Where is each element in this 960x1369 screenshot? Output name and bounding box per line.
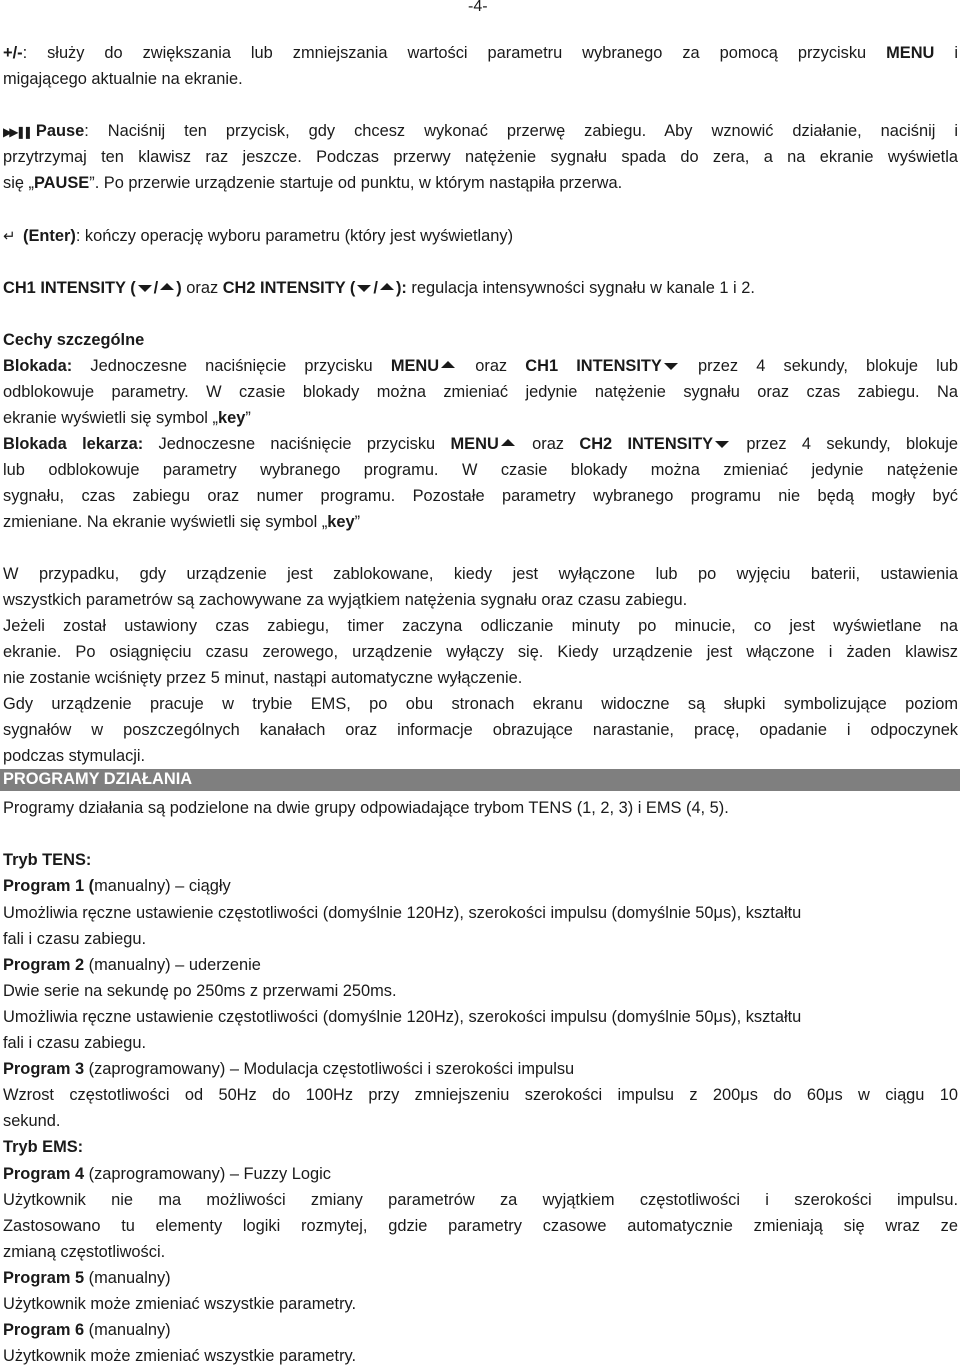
doctor-lock-text: Jednoczesne naciśnięcie przycisku bbox=[143, 435, 451, 453]
program-6-desc: (manualny) bbox=[84, 1321, 171, 1339]
plus-minus-line-2: migającego aktualnie na ekranie. bbox=[3, 70, 243, 88]
arrow-up-icon bbox=[441, 361, 455, 368]
arrow-down-icon bbox=[357, 285, 371, 292]
program-1-title bbox=[3, 876, 958, 896]
lock-line-3 bbox=[3, 408, 958, 428]
program-3-label: Program 3 bbox=[3, 1060, 85, 1078]
plus-minus-label: +/- bbox=[3, 44, 23, 62]
arrow-down-icon bbox=[664, 363, 678, 370]
program-4-line-1: Użytkownik nie ma możliwości zmiany parametrów za wyjątkiem częstotliwości i szerokości impulsu. bbox=[3, 1191, 958, 1209]
menu-label: MENU bbox=[450, 435, 499, 453]
program-4-line-3: zmianą częstotliwości. bbox=[3, 1243, 166, 1261]
program-3-line-1: Wzrost częstotliwości od 50Hz do 100Hz przy zmniejszeniu szerokości impulsu z 200μs do 60μs w ciągu 10 bbox=[3, 1086, 958, 1104]
program-2-label: Program 2 bbox=[3, 956, 85, 974]
program-1-line-1: Umożliwia ręczne ustawienie częstotliwości (domyślnie 120Hz), szerokości impulsu (domyślnie 50μs), kształtu bbox=[3, 904, 802, 922]
ch1-intensity-label: CH1 INTENSITY bbox=[525, 357, 662, 375]
arrow-down-icon bbox=[138, 285, 152, 292]
program-5-desc: (manualny) bbox=[84, 1269, 171, 1287]
paren-close: ) bbox=[176, 279, 182, 297]
oraz-text: oraz bbox=[181, 279, 223, 297]
program-4-label: Program 4 bbox=[3, 1165, 85, 1183]
menu-label: MENU bbox=[886, 44, 935, 62]
doctor-lock-line-2: lub odblokowuje parametry wybranego programu. W czasie blokady można zmieniać jedynie natężenie bbox=[3, 461, 958, 479]
doctor-lock-label: Blokada lekarza: bbox=[3, 435, 144, 453]
pause-text: : Naciśnij ten przycisk, gdy chcesz wykonać przerwę zabiegu. Aby wznowić działanie, naciśnij i bbox=[84, 122, 958, 140]
doctor-lock-text-post: ” bbox=[354, 513, 361, 531]
program-3-desc: (zaprogramowany) – Modulacja częstotliwości i szerokości impulsu bbox=[84, 1060, 575, 1078]
program-4-title bbox=[3, 1164, 958, 1184]
enter-line bbox=[3, 226, 958, 247]
pause-line-2: przytrzymaj ten klawisz raz jeszcze. Podczas przerwy natężenie sygnału spada do zera, a na ekranie wyświetla bbox=[3, 148, 958, 166]
lock-line-2: odblokowuje parametry. W czasie blokady można zmieniać jedynie natężenie sygnału oraz czas zabiegu. Na bbox=[3, 383, 958, 401]
oraz-text: oraz bbox=[516, 435, 580, 453]
paren-close-colon: ): bbox=[395, 279, 407, 297]
program-1-line-2: fali i czasu zabiegu. bbox=[3, 930, 147, 948]
plus-minus-text-end: i bbox=[934, 44, 958, 62]
program-5-line-1: Użytkownik może zmieniać wszystkie parametry. bbox=[3, 1295, 357, 1313]
body-p1-line-1: W przypadku, gdy urządzenie jest zablokowane, kiedy jest wyłączone lub po wyjęciu baterii, ustawienia bbox=[3, 565, 958, 583]
program-5-title bbox=[3, 1268, 958, 1288]
pause-line-3 bbox=[3, 173, 958, 193]
pause-text-post: ”. Po przerwie urządzenie startuje od punktu, w którym nastąpiła przerwa. bbox=[89, 174, 623, 192]
lock-line-1 bbox=[3, 356, 958, 376]
lock-text-pre: ekranie wyświetli się symbol „ bbox=[3, 409, 218, 427]
enter-text: : kończy operację wyboru parametru (który jest wyświetlany) bbox=[75, 227, 514, 245]
key-word: key bbox=[327, 513, 355, 531]
program-3-title bbox=[3, 1059, 958, 1079]
program-2-line-1: Dwie serie na sekundę po 250ms z przerwami 250ms. bbox=[3, 982, 397, 1000]
arrow-up-icon bbox=[380, 283, 394, 290]
arrow-up-icon bbox=[501, 439, 515, 446]
arrow-down-icon bbox=[715, 441, 729, 448]
program-5-label: Program 5 bbox=[3, 1269, 85, 1287]
plus-minus-text: : służy do zwiększania lub zmniejszania wartości parametru wybranego za pomocą przycisku bbox=[22, 44, 887, 62]
doctor-lock-line-4 bbox=[3, 512, 958, 532]
pause-text-pre: się „ bbox=[3, 174, 34, 192]
pause-label: Pause bbox=[35, 122, 85, 140]
menu-label: MENU bbox=[390, 357, 440, 375]
program-2-title bbox=[3, 955, 958, 975]
ch2-intensity-label: CH2 INTENSITY bbox=[579, 435, 714, 453]
oraz-text: oraz bbox=[457, 357, 526, 375]
ch2-intensity-label: CH2 INTENSITY ( bbox=[222, 279, 356, 297]
ch1-intensity-label: CH1 INTENSITY ( bbox=[3, 279, 136, 297]
program-6-label: Program 6 bbox=[3, 1321, 85, 1339]
body-p2-line-2: ekranie. Po osiągnięciu czasu zerowego, urządzenie wyłączy się. Kiedy urządzenie jest włączone i żaden klawisz bbox=[3, 643, 958, 661]
body-p1-line-2: wszystkich parametrów są zachowywane za wyjątkiem natężenia sygnału oraz czasu zabiegu. bbox=[3, 591, 688, 609]
slash: / bbox=[153, 279, 159, 297]
lock-text: Jednoczesne naciśnięcie przycisku bbox=[72, 357, 391, 375]
plus-minus-line-1 bbox=[3, 43, 958, 63]
program-1-desc: manualny) – ciągły bbox=[94, 877, 231, 895]
doctor-lock-text-pre: zmieniane. Na ekranie wyświetli się symbol „ bbox=[3, 513, 328, 531]
body-p2-line-3: nie zostanie wciśnięty przez 5 minut, nastąpi automatyczne wyłączenie. bbox=[3, 669, 523, 687]
pause-line-1 bbox=[3, 121, 958, 142]
intensity-text: regulacja intensywności sygnału w kanale 1 i 2. bbox=[406, 279, 755, 297]
lock-text-post: ” bbox=[245, 409, 251, 427]
body-p3-line-1: Gdy urządzenie pracuje w trybie EMS, po obu stronach ekranu widoczne są słupki symbolizujące poziom bbox=[3, 695, 958, 713]
enter-label: (Enter) bbox=[23, 227, 76, 245]
doctor-lock-line-3: sygnału, czas zabiegu oraz numer programu. Pozostałe parametry wybranego programu nie będą mogły być bbox=[3, 487, 958, 505]
arrow-up-icon bbox=[160, 283, 174, 290]
doctor-lock-line-1 bbox=[3, 434, 958, 454]
enter-icon: ↵ bbox=[3, 228, 16, 245]
program-3-line-2: sekund. bbox=[3, 1112, 61, 1130]
body-p2-line-1: Jeżeli został ustawiony czas zabiegu, timer zaczyna odliczanie minuty po minucie, co jest wyświetlane na bbox=[3, 617, 958, 635]
doctor-lock-text-end: przez 4 sekundy, blokuje bbox=[731, 435, 958, 453]
ems-heading: Tryb EMS: bbox=[3, 1138, 84, 1156]
program-6-title bbox=[3, 1320, 958, 1340]
page-number: -4- bbox=[468, 0, 488, 15]
section-header-bar bbox=[0, 769, 960, 791]
program-2-line-3: fali i czasu zabiegu. bbox=[3, 1034, 147, 1052]
play-pause-icon: ▶▶ ❚❚ bbox=[3, 125, 30, 139]
program-4-desc: (zaprogramowany) – Fuzzy Logic bbox=[84, 1165, 331, 1183]
body-p3-line-3: podczas stymulacji. bbox=[3, 747, 146, 765]
programs-intro: Programy działania są podzielone na dwie grupy odpowiadające trybom TENS (1, 2, 3) i EMS (4, 5). bbox=[3, 799, 729, 817]
lock-text-end: przez 4 sekundy, blokuje lub bbox=[679, 357, 958, 375]
key-word: key bbox=[217, 409, 246, 427]
section-title: PROGRAMY DZIAŁANIA bbox=[3, 770, 193, 788]
program-2-desc: (manualny) – uderzenie bbox=[84, 956, 261, 974]
slash: / bbox=[373, 279, 378, 297]
tens-heading: Tryb TENS: bbox=[3, 851, 92, 869]
program-2-line-2: Umożliwia ręczne ustawienie częstotliwości (domyślnie 120Hz), szerokości impulsu (domyślnie 50μs), kształtu bbox=[3, 1008, 802, 1026]
program-1-label: Program 1 ( bbox=[3, 877, 95, 895]
pause-word: PAUSE bbox=[33, 174, 90, 192]
program-6-line-1: Użytkownik może zmieniać wszystkie parametry. bbox=[3, 1347, 357, 1365]
intensity-line bbox=[3, 278, 958, 298]
features-heading: Cechy szczególne bbox=[3, 331, 145, 349]
lock-label: Blokada: bbox=[3, 357, 73, 375]
body-p3-line-2: sygnałów w poszczególnych kanałach oraz informacje obrazujące narastanie, pracę, opadanie i odpoczynek bbox=[3, 721, 958, 739]
program-4-line-2: Zastosowano tu elementy logiki rozmytej, gdzie parametry czasowe automatycznie zmieniają się wraz ze bbox=[3, 1217, 958, 1235]
